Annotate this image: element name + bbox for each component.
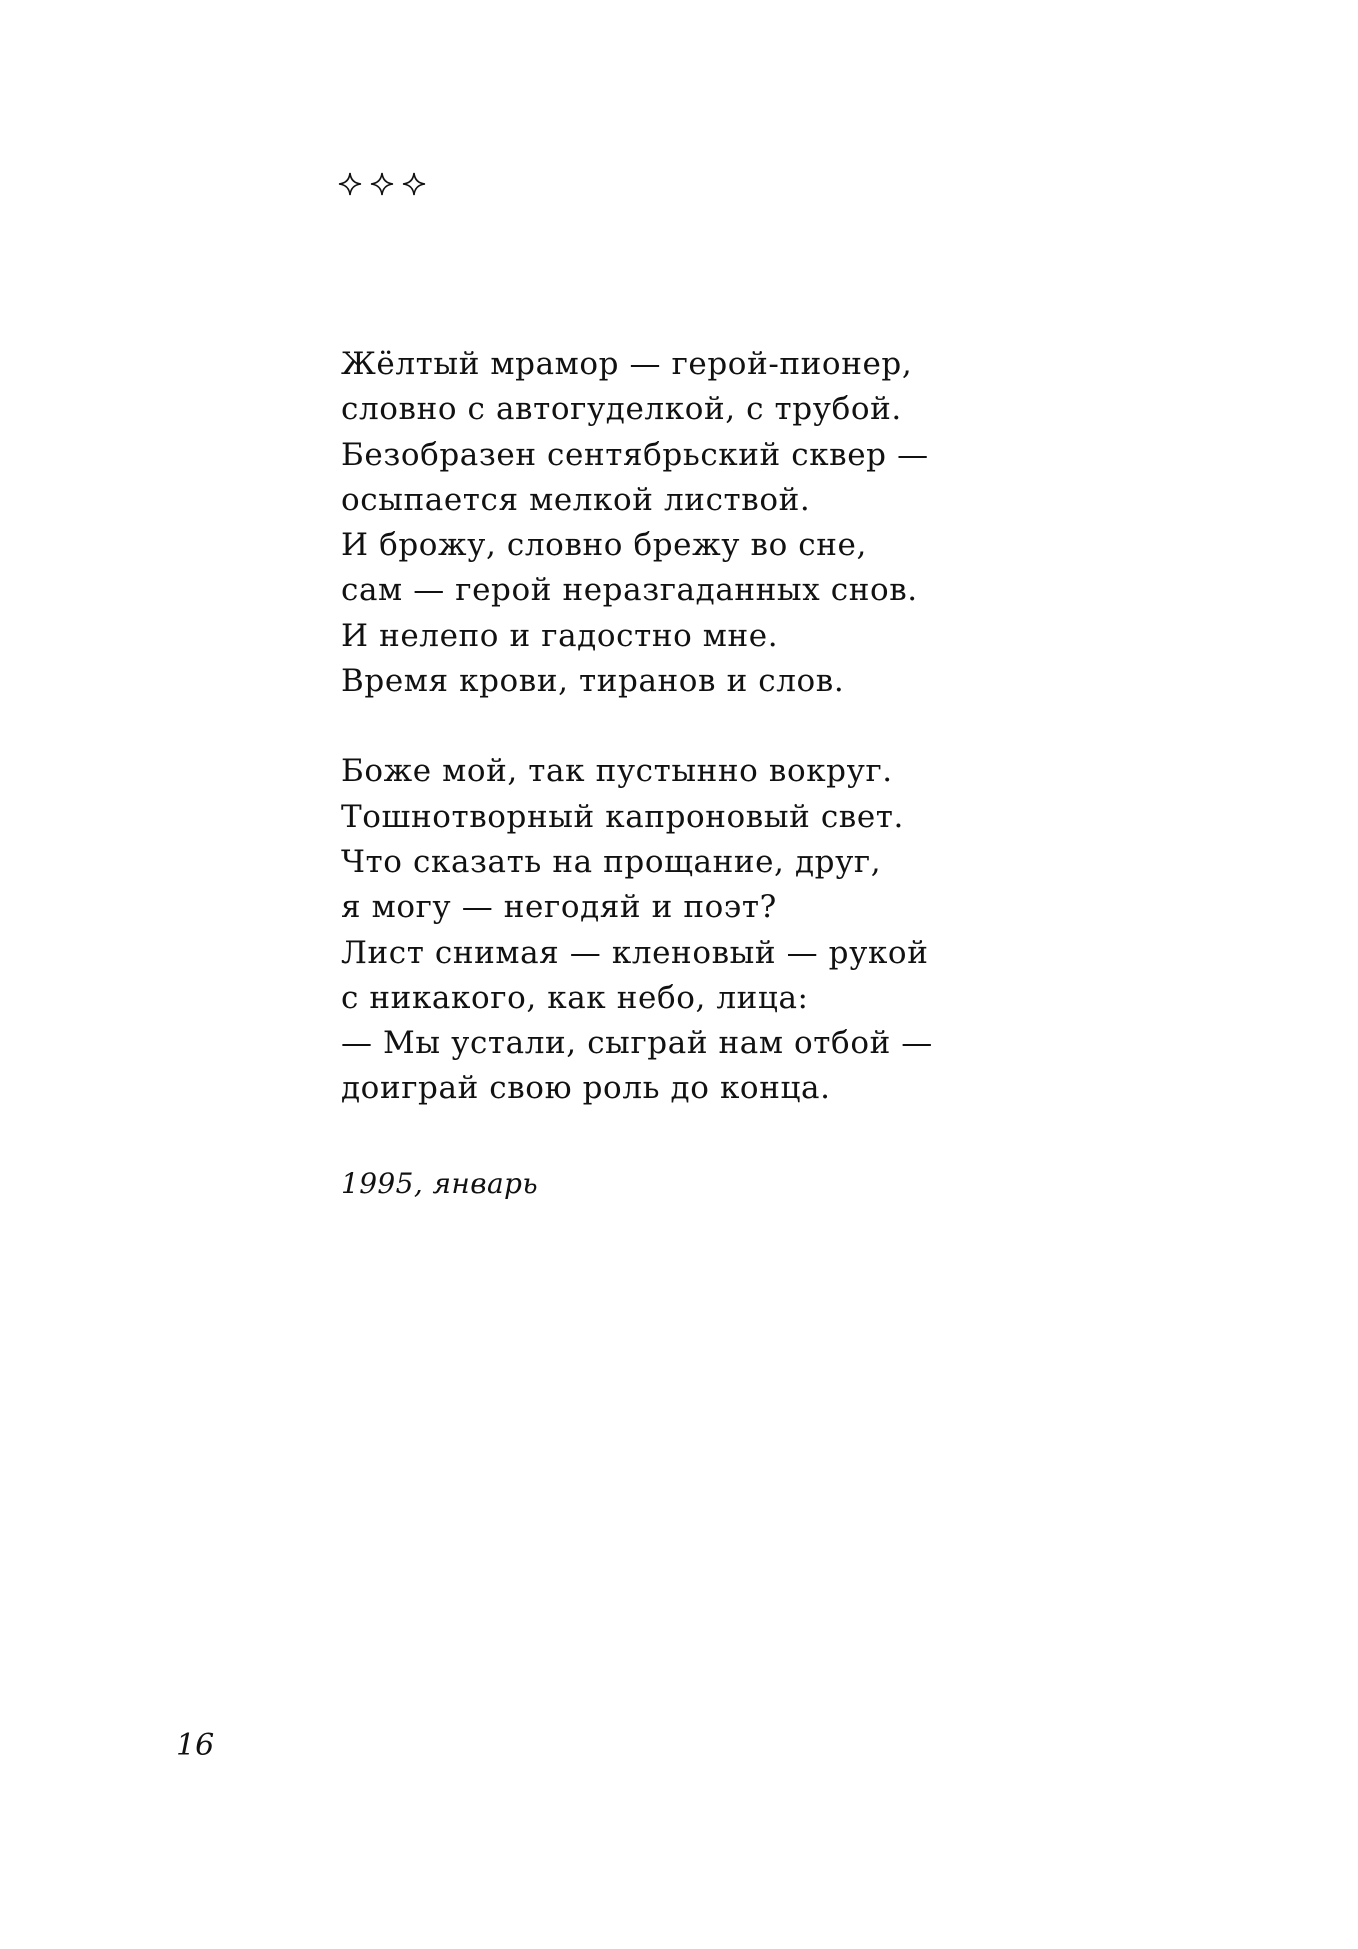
four-pointed-star-icon [338,172,362,196]
four-pointed-star-icon [402,172,426,196]
poem-line: Безобразен сентябрьский сквер — [341,436,929,473]
stanza [341,342,933,704]
four-pointed-star-icon [370,172,394,196]
poem-line: Время крови, тиранов и слов. [341,663,845,700]
stanza [341,749,933,1111]
poem-line: сам — герой неразгаданных снов. [341,572,918,609]
poem-line: с никакого, как небо, лица: [341,979,809,1016]
poem-line: Жёлтый мрамор — герой-пионер, [341,346,913,382]
poem-line: осыпается мелкой листвой. [341,481,811,518]
poem [341,342,933,1112]
poem-line: И брожу, словно брежу во сне, [341,527,867,564]
poem-line: Боже мой, так пустынно вокруг. [341,753,893,790]
page-number: 16 [176,1728,215,1763]
poem-line: Тошнотворный капроновый свет. [341,798,905,835]
poem-line: я могу — негодяй и поэт? [341,889,777,926]
poem-line: доиграй свою роль до конца. [341,1070,831,1107]
poem-line: Что сказать на прощание, друг, [341,843,882,880]
section-ornament [338,172,426,196]
poem-line: — Мы устали, сыграй нам отбой — [341,1025,933,1062]
poem-line: И нелепо и гадостно мне. [341,617,779,654]
poem-line: Лист снимая — кленовый — рукой [341,934,929,971]
poem-line: словно с автогуделкой, с трубой. [341,391,902,428]
poem-date: 1995, январь [341,1167,538,1200]
